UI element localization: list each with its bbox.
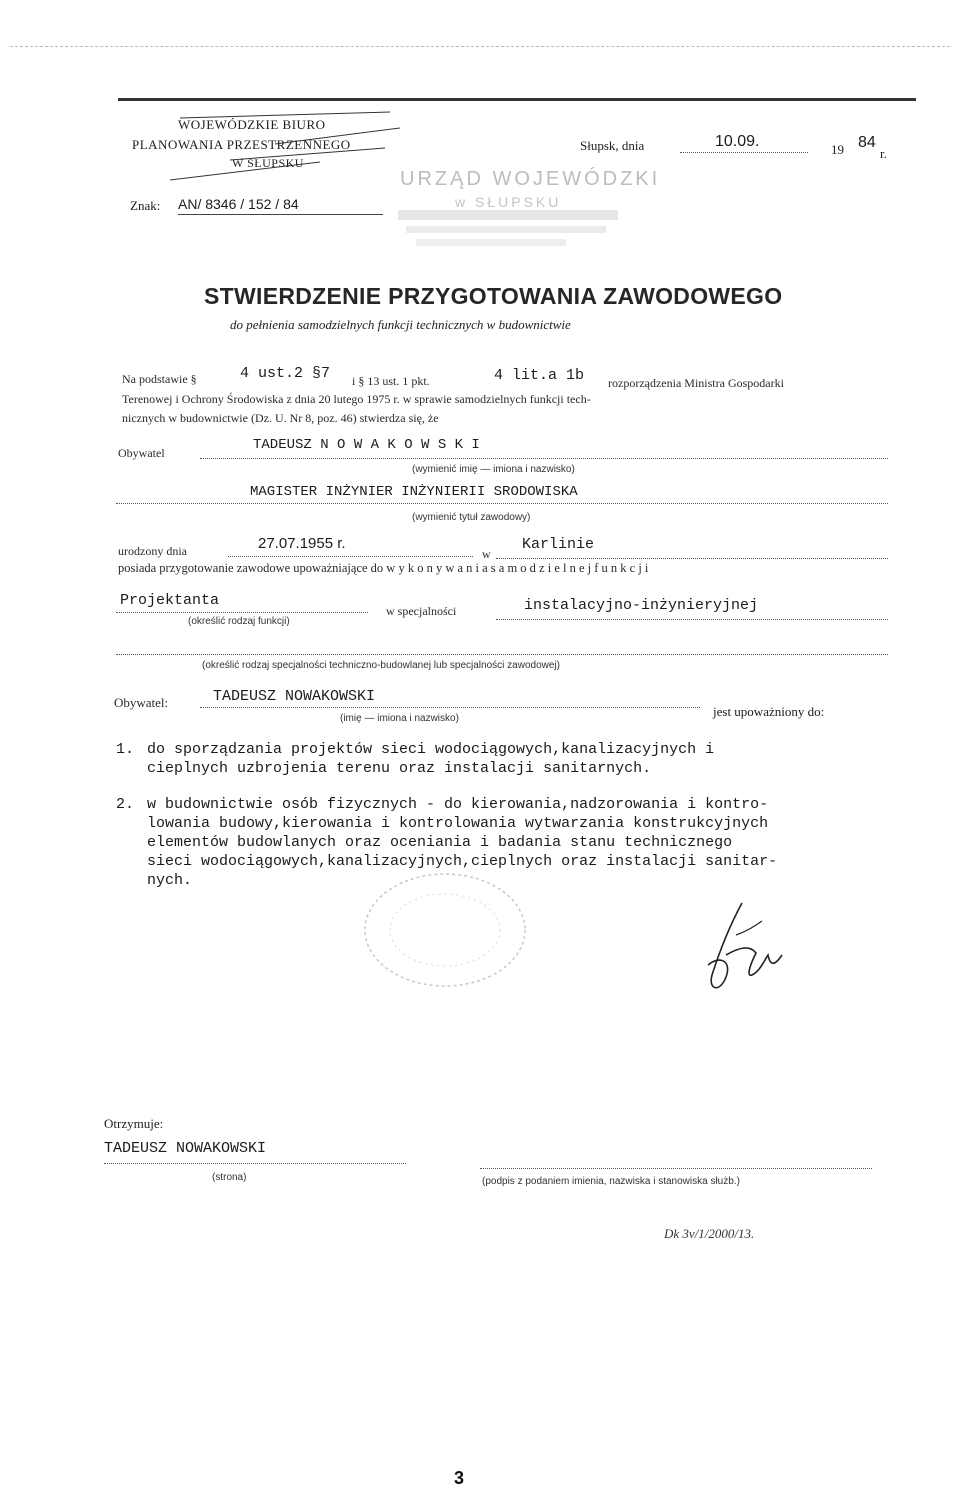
scan-border-line bbox=[118, 98, 916, 101]
round-seal bbox=[360, 870, 530, 990]
citizen-name-line bbox=[200, 458, 888, 459]
authorization-item-1-number: 1. bbox=[116, 741, 135, 758]
citizen-name: TADEUSZ N O W A K O W S K I bbox=[253, 437, 480, 453]
citizen-name-caption: (wymienić imię — imiona i nazwisko) bbox=[412, 464, 575, 475]
specialty-line-2 bbox=[116, 654, 888, 655]
scan-top-edge bbox=[10, 46, 950, 47]
born-place-line bbox=[496, 558, 888, 559]
authorization-item-2-line-4: sieci wodociągowych,kanalizacyjnych,cieplnych oraz instalacji sanitar- bbox=[147, 853, 778, 870]
ref-label: Znak: bbox=[130, 198, 161, 213]
document-title: STWIERDZENIE PRZYGOTOWANIA ZAWODOWEGO bbox=[204, 283, 783, 309]
authorization-item-2-line-5: nych. bbox=[147, 872, 193, 889]
basis-label-2: i § 13 ust. 1 pkt. bbox=[352, 374, 430, 388]
official-stamp-line2: w SŁUPSKU bbox=[455, 194, 562, 210]
document-subtitle: do pełnienia samodzielnych funkcji technicznych w budownictwie bbox=[230, 317, 571, 332]
basis-label: Na podstawie § bbox=[122, 372, 197, 386]
date-value: 10.09. bbox=[715, 133, 760, 150]
year-value: 84 bbox=[858, 134, 876, 151]
date-line bbox=[680, 152, 808, 153]
authorized-name-caption: (imię — imiona i nazwisko) bbox=[340, 713, 459, 724]
born-in-label: w bbox=[482, 547, 491, 561]
authorized-label: jest upoważniony do: bbox=[713, 704, 825, 719]
authorization-item-2-line-3: elementów budowlanych oraz oceniania i badania stanu technicznego bbox=[147, 834, 733, 851]
specialty-value: instalacyjno-inżynieryjnej bbox=[524, 597, 759, 614]
strike-through-marks bbox=[170, 108, 430, 188]
function-caption: (określić rodzaj funkcji) bbox=[188, 616, 290, 627]
ref-line bbox=[178, 214, 383, 215]
signature-caption: (podpis z podaniem imienia, nazwiska i stanowiska służb.) bbox=[482, 1176, 740, 1187]
born-label: urodzony dnia bbox=[118, 544, 187, 558]
professional-title: MAGISTER INŻYNIER INŻYNIERII SRODOWISKA bbox=[250, 484, 578, 500]
authorization-item-2-number: 2. bbox=[116, 796, 135, 813]
authorized-name-line bbox=[200, 707, 700, 708]
authorization-item-1-line-1: do sporządzania projektów sieci wodociągowych,kanalizacyjnych i bbox=[147, 741, 715, 758]
official-stamp-line1: URZĄD WOJEWÓDZKI bbox=[400, 168, 661, 190]
professional-title-caption: (wymienić tytuł zawodowy) bbox=[412, 512, 531, 523]
born-place: Karlinie bbox=[522, 536, 595, 553]
page-number: 3 bbox=[454, 1468, 465, 1488]
authorization-item-2-line-1: w budownictwie osób fizycznych - do kierowania,nadzorowania i kontro- bbox=[147, 796, 769, 813]
specialty-caption: (określić rodzaj specjalności techniczno-budowlanej lub specjalności zawodowej) bbox=[202, 660, 560, 671]
handwritten-signature bbox=[690, 895, 790, 1005]
ref-value: AN/ 8346 / 152 / 84 bbox=[178, 196, 299, 212]
stamp-smudge bbox=[396, 206, 626, 254]
handwritten-registry-note: Dk 3v/1/2000/13. bbox=[664, 1226, 755, 1241]
specialty-label: w specjalności bbox=[386, 604, 457, 618]
year-suffix: r. bbox=[880, 146, 887, 161]
office-name-line3: W SŁUPSKU bbox=[232, 156, 304, 170]
function-line bbox=[116, 612, 368, 613]
born-date-line bbox=[228, 556, 473, 557]
authorized-citizen-name: TADEUSZ NOWAKOWSKI bbox=[213, 688, 376, 705]
office-name-line1: WOJEWÓDZKIE BIURO bbox=[178, 117, 326, 132]
born-date: 27.07.1955 r. bbox=[258, 535, 346, 552]
authorization-item-2-line-2: lowania budowy,kierowania i kontrolowania wytwarzania konstrukcyjnych bbox=[147, 815, 769, 832]
citizen-label: Obywatel bbox=[118, 446, 165, 460]
recipient-name: TADEUSZ NOWAKOWSKI bbox=[104, 1140, 267, 1157]
receives-label: Otrzymuje: bbox=[104, 1116, 164, 1131]
function-value: Projektanta bbox=[120, 592, 220, 609]
city-date-label: Słupsk, dnia bbox=[580, 138, 645, 153]
recipient-line bbox=[104, 1163, 406, 1164]
signature-line bbox=[480, 1168, 872, 1169]
authorization-item-1-line-2: cieplnych uzbrojenia terenu oraz instalacji sanitarnych. bbox=[147, 760, 652, 777]
basis-regulation: rozporządzenia Ministra Gospodarki bbox=[608, 376, 784, 390]
recipient-caption: (strona) bbox=[212, 1172, 247, 1183]
authorized-citizen-label: Obywatel: bbox=[114, 695, 169, 710]
basis-paragraph: 4 ust.2 §7 bbox=[240, 365, 331, 382]
year-prefix: 19 bbox=[831, 142, 844, 157]
specialty-line bbox=[496, 619, 888, 620]
basis-point: 4 lit.a 1b bbox=[494, 367, 585, 384]
basis-line3: nicznych w budownictwie (Dz. U. Nr 8, poz. 46) stwierdza się, że bbox=[122, 411, 439, 425]
office-name-line2: PLANOWANIA PRZESTRZENNEGO bbox=[132, 137, 351, 152]
basis-line2: Terenowej i Ochrony Środowiska z dnia 20 lutego 1975 r. w sprawie samodzielnych funkcji tech- bbox=[122, 392, 591, 406]
professional-title-line bbox=[116, 503, 888, 504]
qualification-line: posiada przygotowanie zawodowe upoważniające do w y k o n y w a n i a s a m o d z i e l n e j f u n k c j i bbox=[118, 561, 649, 575]
